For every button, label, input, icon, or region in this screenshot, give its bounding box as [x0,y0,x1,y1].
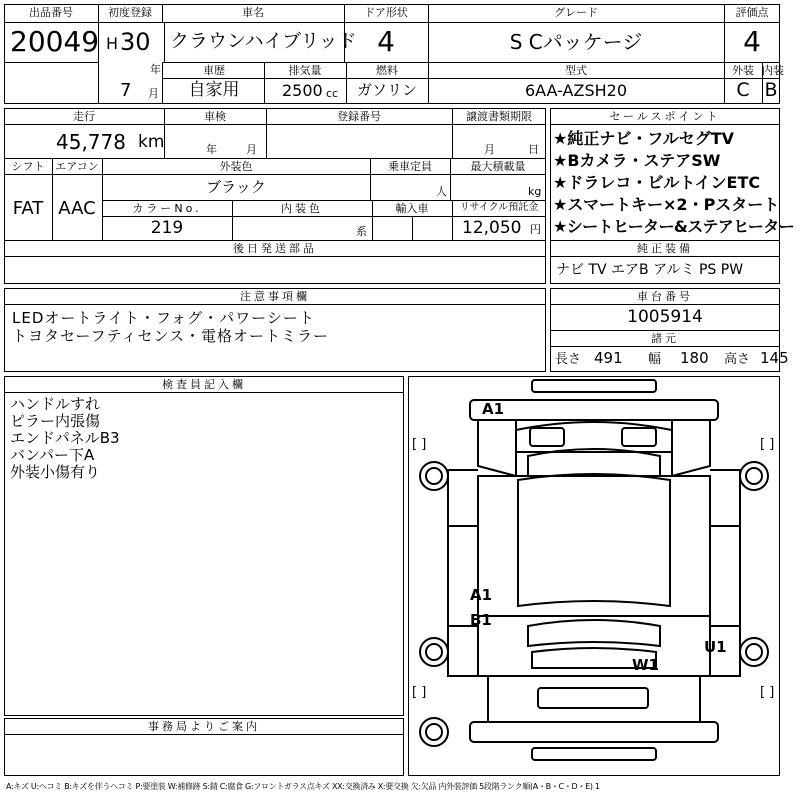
reg-no-label: 登録番号 [337,110,381,123]
month: 7 [120,80,132,101]
transfer-label: 譲渡書類期限 [466,110,532,123]
year: 30 [120,28,151,56]
length-label: 長さ [555,352,582,367]
later-parts-label: 後日発送部品 [233,242,317,255]
year-unit: 年 [150,63,161,76]
fuel-label: 燃料 [376,64,398,77]
inspector-note: バンパー下A [10,446,95,464]
height: 145 [760,349,789,367]
damage-mark: U1 [704,638,727,656]
grade: S Cパッケージ [509,30,643,54]
import-label: 輸入車 [395,202,429,215]
capacity-unit: 人 [436,185,447,198]
inspector-note: ハンドルすれ [10,395,101,413]
history: 自家用 [188,80,240,100]
aircon: AAC [58,198,96,219]
equipment-label: 純正装備 [637,242,693,255]
chassis-label: 車台番号 [637,290,693,303]
width: 180 [680,349,709,367]
fuel: ガソリン [356,81,417,99]
inspector-note: 外装小傷有り [10,463,101,481]
mileage-label: 走行 [73,110,95,123]
bracket-mark: [ ] [412,685,427,700]
inspector-note: ピラー内張傷 [10,412,101,430]
shift: FAT [12,198,44,219]
damage-mark: A1 [482,400,505,418]
lot-no: 20049 [10,25,100,58]
car-name-label: 車名 [242,6,264,19]
color-no-label: カラーNo. [132,202,202,215]
aircon-label: エアコン [55,160,99,173]
exterior-grade: C [736,79,750,101]
height-label: 高さ [724,352,751,367]
doors: 4 [377,25,395,58]
int-color-label: 内装色 [281,202,323,215]
mileage-unit: km [138,132,165,152]
score: 4 [743,25,761,58]
transfer-month-unit: 月 [484,143,495,156]
insp-month-unit: 月 [246,143,257,156]
chassis-no: 1005914 [627,307,703,327]
insp-year-unit: 年 [206,143,217,156]
first-reg-label: 初度登録 [108,6,152,19]
damage-mark: B1 [470,611,492,629]
selling-point: ★Bカメラ・ステアSW [553,151,721,170]
dims-label: 諸元 [651,332,679,345]
bracket-mark: [ ] [760,437,775,452]
month-unit: 月 [148,87,159,100]
length: 491 [594,349,623,367]
inspector-note: エンドパネルB3 [10,429,120,447]
model-label: 型式 [565,64,587,77]
car-name: クラウンハイブリッド [170,30,357,52]
recycle-unit: 円 [530,223,541,236]
damage-mark: A1 [470,586,493,604]
bracket-mark: [ ] [412,437,427,452]
office-label: 事務局よりご案内 [148,720,260,733]
exterior-label: 外装 [732,64,754,77]
model: 6AA-AZSH20 [524,81,628,100]
selling-points-label: セールスポイント [609,110,721,123]
displacement-label: 排気量 [288,64,322,77]
history-label: 車歴 [203,64,225,77]
recycle: 12,050 [462,218,522,238]
mileage: 45,778 [56,130,126,154]
grade-label: グレード [554,6,598,19]
recycle-label: リサイクル預託金 [459,202,539,213]
equipment: ナビ TV エアB アルミ PS PW [556,262,744,278]
score-label: 評価点 [735,6,769,19]
interior-grade: B [764,79,778,101]
shift-label: シフト [11,160,45,173]
damage-mark: W1 [632,656,659,674]
interior-label: 内装 [762,64,784,77]
width-label: 幅 [648,352,662,367]
displacement-unit: cc [326,87,339,100]
capacity-label: 乗車定員 [388,160,432,173]
legend: A:キズ U:ヘコミ B:キズを伴うヘコミ P:要塗装 W:補修跡 S:錆 C:腐食 G:フロントガラス点キズ XX:交換済み X:要交換 欠:欠品 内外装評価 5段階ランク順(A・B・C・D・E) 1 [6,782,600,791]
note-line: LEDオートライト・フォグ・パワーシート [12,309,315,327]
displacement: 2500 [282,81,323,100]
door-label: ドア形状 [364,6,408,19]
color-no: 219 [150,218,184,238]
transfer-day-unit: 日 [528,143,539,156]
era: H [106,34,119,53]
selling-point: ★ドラレコ・ビルトインETC [553,173,761,192]
bracket-mark: [ ] [760,685,775,700]
notes-label: 注意事項欄 [240,290,310,303]
car-diagram [408,376,780,776]
color: ブラック [206,178,266,196]
selling-point: ★スマートキー×2・Pスタート [553,195,780,214]
selling-point: ★シートヒーター&ステアヒーター [553,217,795,236]
load-unit: kg [528,185,542,198]
note-line: トヨタセーフティセンス・電格オートミラー [12,327,330,345]
selling-point: ★純正ナビ・フルセグTV [553,129,735,148]
lot-no-label: 出品番号 [29,6,73,19]
inspector-label: 検査員記入欄 [162,378,246,391]
int-color-unit: 系 [356,225,367,238]
color-label: 外装色 [219,160,253,173]
load-label: 最大積載量 [470,160,526,173]
inspection-label: 車検 [204,110,226,123]
